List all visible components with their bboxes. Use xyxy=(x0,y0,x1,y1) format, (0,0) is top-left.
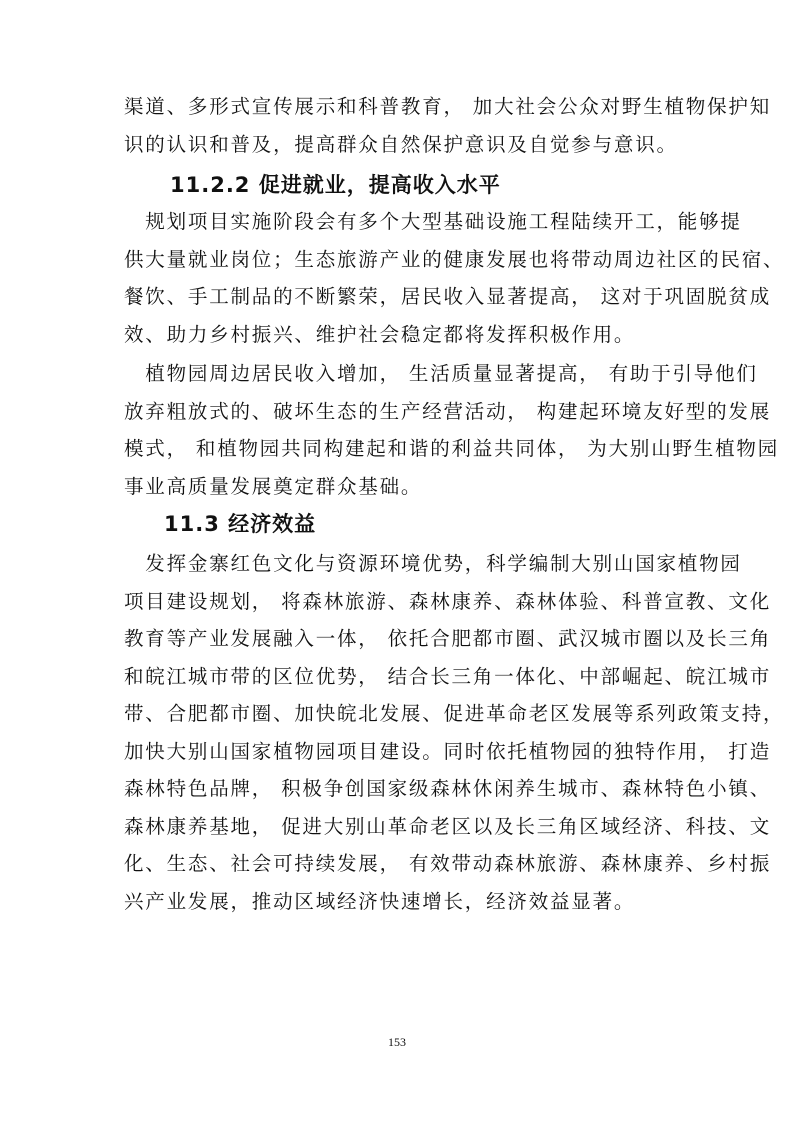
text-line: 植物园周边居民收入增加， 生活质量显著提高， 有助于引导他们 xyxy=(124,362,758,385)
text-line: 供大量就业岗位；生态旅游产业的健康发展也将带动周边社区的民宿、 xyxy=(124,247,785,271)
section-heading-11-3: 11.3 经济效益 xyxy=(164,512,317,536)
text-line: 效、助力乡村振兴、维护社会稳定都将发挥积极作用。 xyxy=(124,322,636,346)
paragraph-public-awareness xyxy=(124,88,771,163)
text-line: 森林特色品牌， 积极争创国家级森林休闲养生城市、森林特色小镇、 xyxy=(124,777,771,800)
paragraph-resident-income xyxy=(124,355,779,505)
text-line: 项目建设规划， 将森林旅游、森林康养、森林体验、科普宣教、文化 xyxy=(124,589,771,613)
text-line: 放弃粗放式的、破坏生态的生产经营活动， 构建起环境友好型的发展 xyxy=(124,399,771,423)
text-line: 教育等产业发展融入一体， 依托合肥都市圈、武汉城市圈以及长三角 xyxy=(124,627,771,650)
text-line: 发挥金寨红色文化与资源环境优势，科学编制大别山国家植物园 xyxy=(124,552,742,575)
text-line: 带、合肥都市圈、加快皖北发展、促进革命老区发展等系列政策支持， xyxy=(124,702,785,725)
paragraph-economic-benefit xyxy=(124,545,785,920)
page-number: 153 xyxy=(388,1035,406,1049)
section-heading-11-2-2: 11.2.2 促进就业，提高收入水平 xyxy=(170,173,501,197)
text-line: 识的认识和普及，提高群众自然保护意识及自觉参与意识。 xyxy=(124,132,678,156)
text-line: 和皖江城市带的区位优势， 结合长三角一体化、中部崛起、皖江城市 xyxy=(124,664,771,688)
text-line: 模式， 和植物园共同构建起和谐的利益共同体， 为大别山野生植物园 xyxy=(124,437,779,460)
text-line: 加快大别山国家植物园项目建设。同时依托植物园的独特作用， 打造 xyxy=(124,739,771,763)
paragraph-employment xyxy=(124,203,785,353)
text-line: 渠道、多形式宣传展示和科普教育， 加大社会公众对野生植物保护知 xyxy=(124,95,771,118)
text-line: 森林康养基地， 促进大别山革命老区以及长三角区域经济、科技、文 xyxy=(124,814,771,838)
text-line: 规划项目实施阶段会有多个大型基础设施工程陆续开工，能够提 xyxy=(124,210,742,233)
text-line: 化、生态、社会可持续发展， 有效带动森林旅游、森林康养、乡村振 xyxy=(124,852,771,875)
text-line: 兴产业发展，推动区域经济快速增长，经济效益显著。 xyxy=(124,889,636,913)
text-line: 餐饮、手工制品的不断繁荣，居民收入显著提高， 这对于巩固脱贫成 xyxy=(124,285,771,308)
text-line: 事业高质量发展奠定群众基础。 xyxy=(124,474,423,498)
